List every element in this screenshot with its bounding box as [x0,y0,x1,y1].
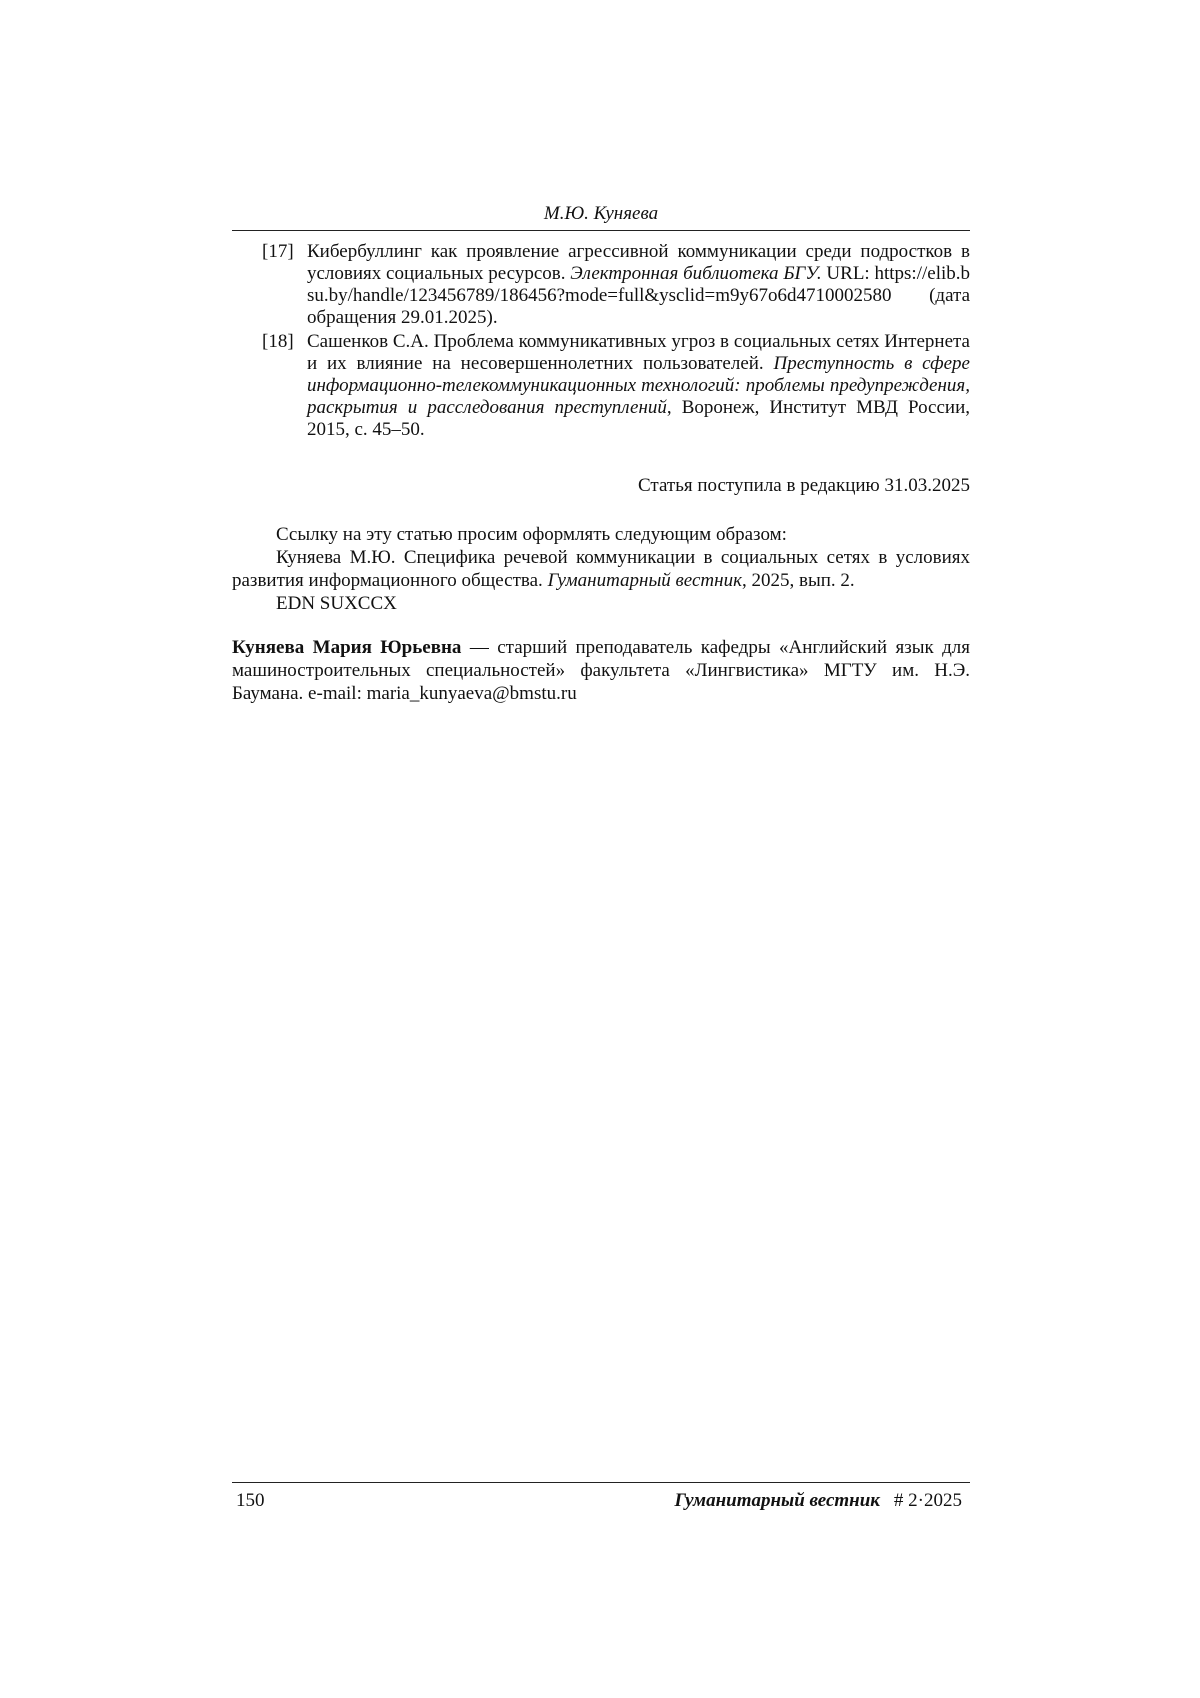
reference-url-label: URL: [821,263,875,284]
document-page [232,0,970,1698]
citation-body: Куняева М.Ю. Специфика речевой коммуникации в социальных сетях в условиях развития информационного общества. [232,547,970,591]
journal-info [674,1488,962,1514]
page-number: 150 [236,1490,265,1511]
reference-text: Сашенков С.А. Проблема коммуникативных угроз в социальных сетях Интернета и их влияние на несовершеннолетних пользователей. [307,331,970,374]
author-description: — старший преподаватель кафедры «Английский язык для машиностроительных специальностей» факультета «Лингвистика» МГТУ им. Н.Э. Баумана. e-mail: maria_kunyaeva@bmstu.ru [232,637,970,704]
reference-text: Кибербуллинг как проявление агрессивной коммуникации среди подростков в условиях социальных ресурсов. [307,241,970,284]
reference-source: Преступность в сфере информационно-телекоммуникационных технологий: проблемы предупреждения, раскрытия и расследования преступлений [307,353,970,418]
reference-source: Электронная библиотека БГУ. [570,263,822,284]
citation-issue: , 2025, вып. 2. [741,570,855,591]
running-header: М.Ю. Куняева [543,203,659,224]
journal-name: Гуманитарный вестник [674,1490,880,1511]
citation-journal: Гуманитарный вестник [547,570,742,591]
citation-intro: Ссылку на эту статью просим оформлять следующим образом: [276,524,787,545]
reference-item [232,241,970,329]
header-divider [232,230,970,231]
reference-number: [17] [262,241,294,262]
reference-list [232,241,970,443]
citation-text [232,546,970,592]
author-name: Куняева Мария Юрьевна [232,637,462,658]
reference-url: https://elib.bsu.by/handle/123456789/186456?mode=full&ysclid=m9y67o6d4710002580 [307,263,970,306]
reference-item [232,331,970,441]
footer-divider [232,1482,970,1483]
page-footer [232,1488,970,1514]
reference-access-date: (дата обращения 29.01.2025). [307,285,970,328]
reference-publication: , Воронеж, Институт МВД России, 2015, с. 45–50. [307,397,971,440]
journal-issue: # 2·2025 [893,1490,962,1511]
reference-number: [18] [262,331,294,352]
received-date: Статья поступила в редакцию 31.03.2025 [638,475,970,496]
author-bio [232,636,970,705]
citation-block [232,523,970,615]
citation-edn: EDN SUXCCX [276,593,397,614]
